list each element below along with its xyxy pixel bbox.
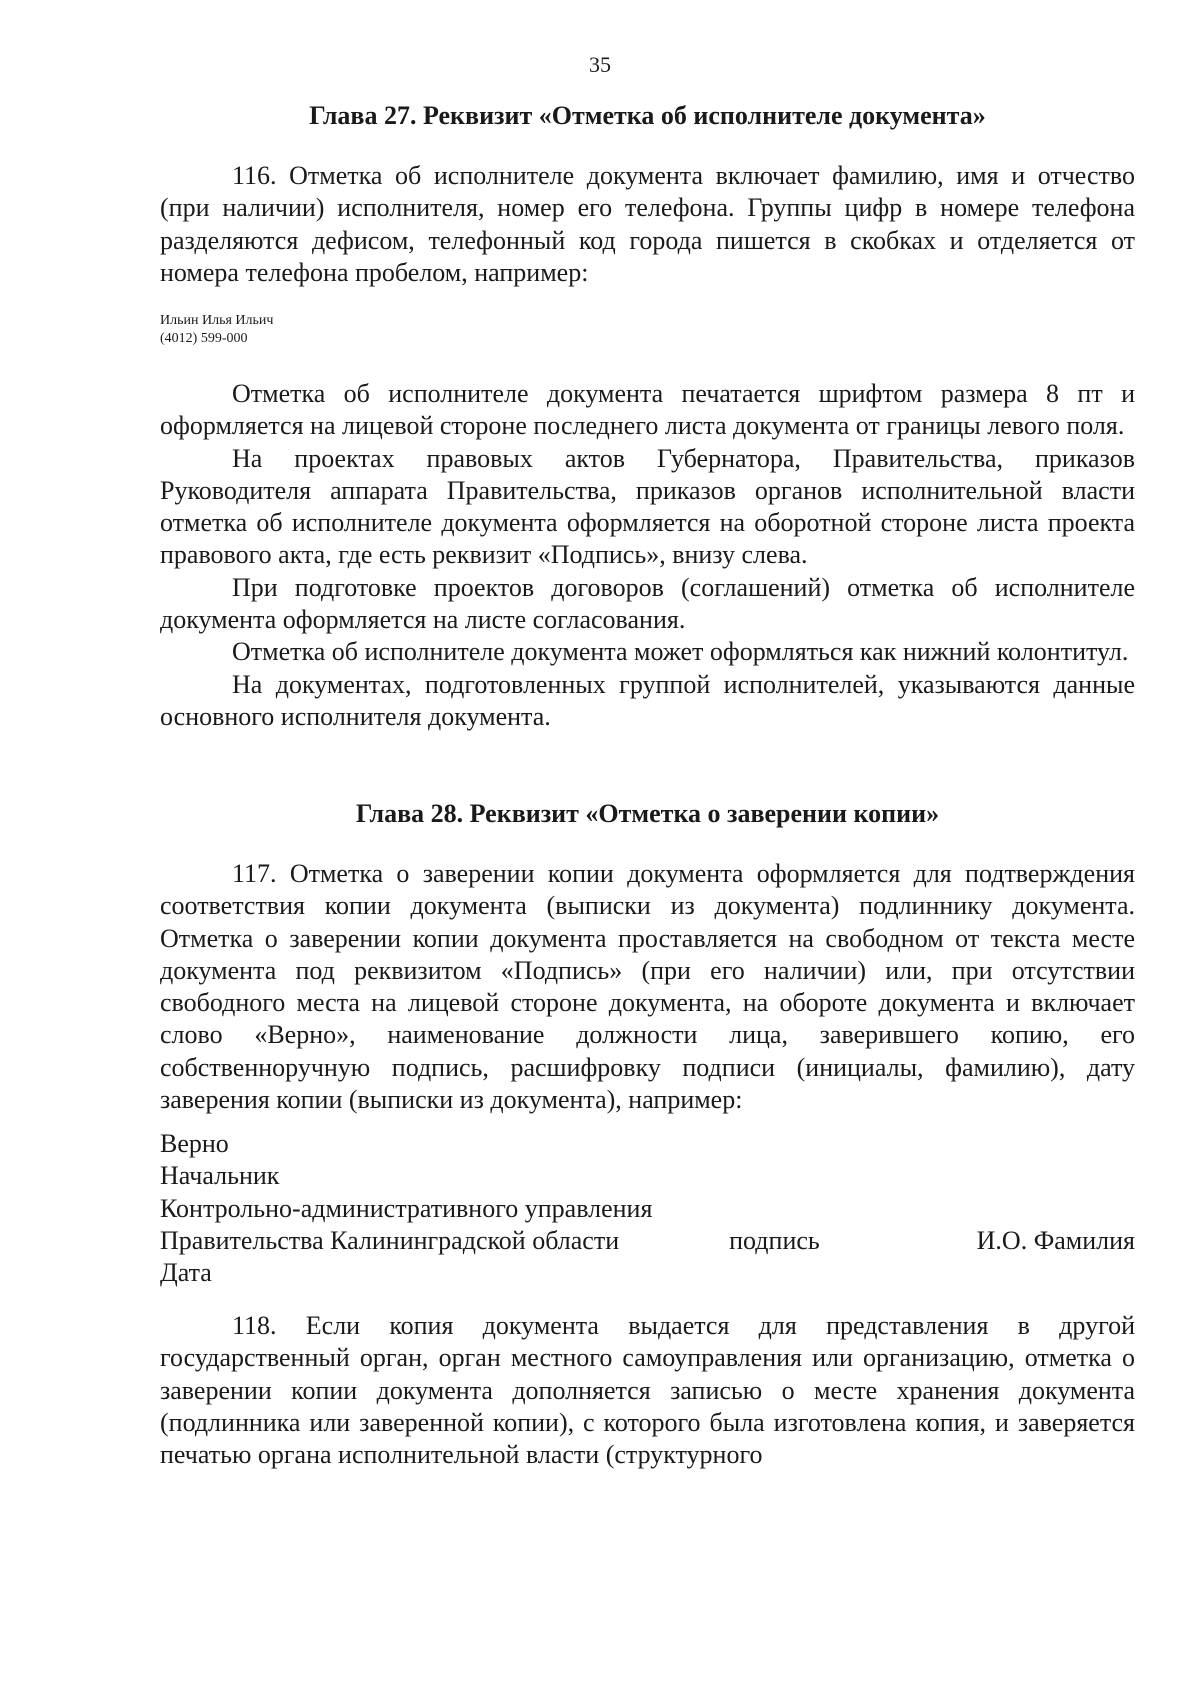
paragraph-116: 116. Отметка об исполнителе документа включает фамилию, имя и отчество (при наличии) исполнителя, номер его телефона. Группы цифр в номере телефона разделяются дефисом, телефонный код города пишется в скобках и отделяется от номера телефона пробелом, например: [160, 161, 1135, 287]
copy-certification-example [160, 1128, 1135, 1289]
chapter-28-heading: Глава 28. Реквизит «Отметка о заверении копии» [355, 799, 940, 828]
paragraph-footer: Отметка об исполнителе документа может оформляться как нижний колонтитул. [232, 637, 1129, 667]
executor-example-phone: (4012) 599-000 [160, 331, 248, 346]
chapter-28-heading-block [160, 798, 1135, 830]
chapter-27-heading: Глава 27. Реквизит «Отметка об исполнителе документа» [309, 101, 986, 130]
paragraph-118: 118. Если копия документа выдается для представления в другой государственный орган, орган местного самоуправления или организацию, отметка о заверении копии документа дополняется записью о месте хранения документа (подлинника или заверенной копии), с которого была изготовлена копия, и заверяется печатью органа исполнительной власти (структурного [160, 1311, 1135, 1470]
paragraph-projects: На проектах правовых актов Губернатора, Правительства, приказов Руководителя аппарата Правительства, приказов органов исполнительной власти отметка об исполнителе документа оформляется на оборотной стороне листа проекта правового акта, где есть реквизит «Подпись», внизу слева. [160, 443, 1135, 570]
certification-signature: подпись [729, 1225, 820, 1255]
paragraph-117-block [160, 858, 1135, 1116]
executor-example [160, 312, 1135, 348]
paragraph-contracts: При подготовке проектов договоров (соглашений) отметка об исполнителе документа оформляется на листе согласования. [160, 572, 1135, 635]
page-number: 35 [589, 52, 611, 77]
paragraph-117: 117. Отметка о заверении копии документа оформляется для подтверждения соответствия копии документа (выписки из документа) подлиннику документа. Отметка о заверении копии документа проставляется на свободном от текста месте документа под реквизитом «Подпись» (при его наличии) или, при отсутствии свободного места на лицевой стороне документа, на обороте документа и включает слово «Верно», наименование должности лица, заверившего копию, его собственноручную подпись, расшифровку подписи (инициалы, фамилию), дату заверения копии (выписки из документа), например: [160, 859, 1135, 1115]
paragraph-118-block [160, 1310, 1135, 1471]
paragraph-font-size: Отметка об исполнителе документа печатается шрифтом размера 8 пт и оформляется на лицевой стороне последнего листа документа от границы левого поля. [160, 379, 1135, 441]
chapter-27-body [160, 378, 1135, 733]
certification-date: Дата [160, 1258, 212, 1288]
paragraph-116-block [160, 160, 1135, 289]
certification-block [160, 1128, 1135, 1289]
certification-position-title: Начальник [160, 1161, 280, 1191]
executor-example-name: Ильин Илья Ильич [160, 313, 274, 328]
certification-full-name: И.О. Фамилия [976, 1225, 1135, 1255]
certification-department: Контрольно-административного управления [160, 1193, 653, 1223]
chapter-27-heading-block [160, 100, 1135, 132]
certification-signature-row [160, 1225, 1135, 1257]
certification-organization: Правительства Калининградской области [160, 1225, 620, 1255]
paragraph-group: На документах, подготовленных группой исполнителей, указываются данные основного исполнителя документа. [160, 669, 1135, 731]
certification-verno: Верно [160, 1129, 229, 1158]
